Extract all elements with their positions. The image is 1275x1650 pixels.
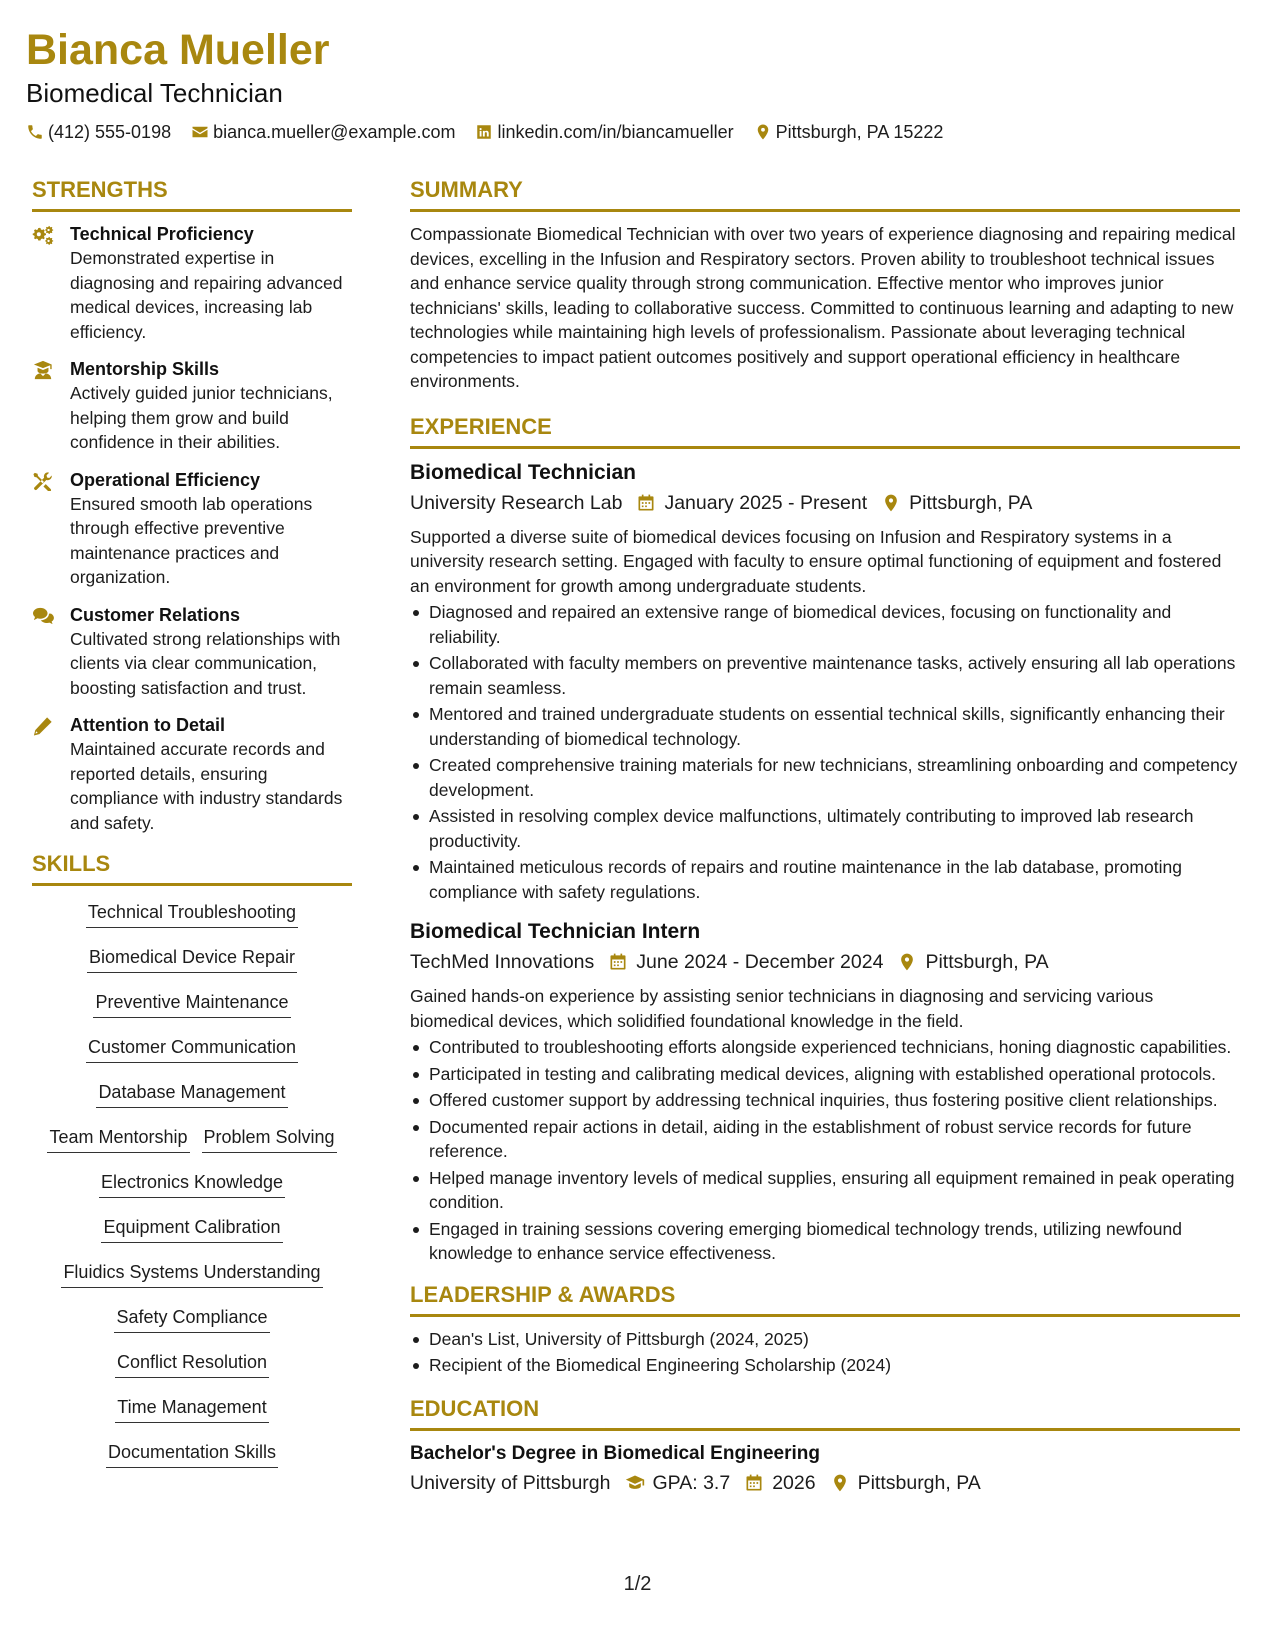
chat-icon <box>32 606 54 626</box>
skill-tag: Time Management <box>115 1395 268 1423</box>
summary-heading: SUMMARY <box>410 175 1240 212</box>
strength-desc: Actively guided junior technicians, helping them grow and build confidence in their abilities. <box>70 383 333 452</box>
location-text: Pittsburgh, PA 15222 <box>775 122 944 142</box>
phone-text: (412) 555-0198 <box>48 122 172 142</box>
envelope-icon <box>191 123 209 141</box>
experience-heading: EXPERIENCE <box>410 412 1240 449</box>
education-year: 2026 <box>772 1471 816 1494</box>
resume-header <box>26 22 1246 144</box>
right-column <box>410 175 1240 1505</box>
contact-phone <box>26 120 171 144</box>
strength-desc: Cultivated strong relationships with clients via clear communication, boosting satisfaction and trust. <box>70 628 341 698</box>
strength-desc: Demonstrated expertise in diagnosing and repairing advanced medical devices, increasing lab efficiency. <box>70 248 343 342</box>
strength-title: Operational Efficiency <box>70 469 261 490</box>
education-meta <box>410 1469 1240 1497</box>
job-company: University Research Lab <box>410 491 623 514</box>
job-entry <box>410 459 1240 905</box>
skill-tag: Team Mentorship <box>47 1125 189 1153</box>
strength-item <box>32 603 352 701</box>
skill-tag: Documentation Skills <box>106 1440 278 1468</box>
job-bullets <box>410 600 1240 904</box>
job-description: Gained hands-on experience by assisting senior technicians in diagnosing and servicing various biomedical devices, which solidified foundational knowledge in the field. <box>410 986 1154 1031</box>
calendar-icon <box>744 1473 764 1493</box>
tools-icon <box>32 471 54 491</box>
list-item: Diagnosed and repaired an extensive range of biomedical devices, focusing on functionality and reliability. <box>410 600 1240 649</box>
education-location: Pittsburgh, PA <box>857 1471 981 1494</box>
job-title: Biomedical Technician <box>410 460 637 484</box>
contact-linkedin[interactable] <box>475 120 733 144</box>
strength-desc: Ensured smooth lab operations through effective preventive maintenance practices and organization. <box>70 493 313 587</box>
candidate-title: Biomedical Technician <box>26 78 283 108</box>
list-item: Offered customer support by addressing technical inquiries, thus fostering positive client relationships. <box>410 1088 1240 1113</box>
strength-item <box>32 468 352 590</box>
job-bullets <box>410 1035 1240 1266</box>
strength-title: Attention to Detail <box>70 715 225 735</box>
skill-tag: Biomedical Device Repair <box>87 945 297 973</box>
list-item: Mentored and trained undergraduate students on essential technical skills, significantly enhancing their understanding of biomedical technology. <box>410 702 1240 751</box>
strength-title: Technical Proficiency <box>70 224 254 244</box>
job-location: Pittsburgh, PA <box>925 951 1049 973</box>
skill-tag: Safety Compliance <box>114 1305 269 1333</box>
calendar-icon <box>608 952 628 972</box>
skill-tag: Conflict Resolution <box>115 1350 269 1378</box>
graduate-icon <box>32 360 54 380</box>
job-meta <box>410 489 1240 517</box>
strength-title: Customer Relations <box>70 604 241 625</box>
skills-heading: SKILLS <box>32 849 352 886</box>
job-title: Biomedical Technician Intern <box>410 920 701 943</box>
linkedin-link[interactable]: linkedin.com/in/biancamueller <box>497 122 734 142</box>
job-dates: June 2024 - December 2024 <box>636 951 884 973</box>
job-location: Pittsburgh, PA <box>909 491 1033 514</box>
pencil-icon <box>32 716 54 736</box>
phone-icon <box>26 123 44 141</box>
list-item: Created comprehensive training materials for new technicians, streamlining onboarding and competency development. <box>410 753 1240 802</box>
strength-item <box>32 713 352 835</box>
strength-title: Mentorship Skills <box>70 359 220 379</box>
map-pin-icon <box>897 952 917 972</box>
job-company: TechMed Innovations <box>410 951 595 973</box>
skill-tag: Equipment Calibration <box>101 1215 282 1243</box>
list-item: Recipient of the Biomedical Engineering Scholarship (2024) <box>410 1353 1240 1378</box>
list-item: Dean's List, University of Pittsburgh (2024, 2025) <box>410 1327 1240 1352</box>
strength-desc: Maintained accurate records and reported details, ensuring compliance with industry standards and safety. <box>70 739 343 833</box>
awards-heading: LEADERSHIP & AWARDS <box>410 1280 1240 1317</box>
job-description: Supported a diverse suite of biomedical devices focusing on Infusion and Respiratory systems in a university research setting. Engaged with faculty to ensure optimal functioning of equipment and fostered an environment for growth among undergraduate students. <box>410 526 1222 596</box>
education-gpa: GPA: 3.7 <box>652 1471 731 1494</box>
strength-item <box>32 222 352 344</box>
job-dates: January 2025 - Present <box>664 491 868 514</box>
contact-email[interactable] <box>191 120 455 144</box>
list-item: Helped manage inventory levels of medical supplies, ensuring all equipment remained in peak operating condition. <box>410 1166 1240 1215</box>
list-item: Engaged in training sessions covering emerging biomedical technology trends, utilizing newfound knowledge to enhance service effectiveness. <box>410 1217 1240 1266</box>
map-pin-icon <box>830 1473 850 1493</box>
education-heading: EDUCATION <box>410 1394 1240 1431</box>
skill-tag: Problem Solving <box>202 1125 337 1153</box>
page-number: 1/2 <box>623 1573 652 1595</box>
summary-text: Compassionate Biomedical Technician with over two years of experience diagnosing and repairing medical devices, excelling in the Infusion and Respiratory sectors. Proven ability to troubleshoot technical issues and enhance service quality through strong communication. Effective mentor who improves junior technicians' skills, leading to collaborative success. Committed to continuous learning and adapting to new technologies while maintaining high levels of professionalism. Passionate about leveraging technical competencies to impact patient outcomes positively and support operational efficiency in healthcare environments. <box>410 224 1236 391</box>
list-item: Collaborated with faculty members on preventive maintenance tasks, actively ensuring all lab operations remain seamless. <box>410 651 1240 700</box>
skill-tag: Database Management <box>96 1080 287 1108</box>
job-entry <box>410 918 1240 1266</box>
skill-tag: Preventive Maintenance <box>93 990 290 1018</box>
awards-list <box>410 1327 1240 1378</box>
skill-tag: Electronics Knowledge <box>99 1170 285 1198</box>
map-pin-icon <box>754 123 772 141</box>
education-school: University of Pittsburgh <box>410 1471 611 1494</box>
list-item: Documented repair actions in detail, aiding in the establishment of robust service records for future reference. <box>410 1115 1240 1164</box>
skill-tag: Technical Troubleshooting <box>86 900 298 928</box>
contact-bar <box>26 120 1246 144</box>
graduation-cap-icon <box>625 1473 645 1493</box>
list-item: Participated in testing and calibrating medical devices, aligning with established operational protocols. <box>410 1062 1240 1087</box>
list-item: Maintained meticulous records of repairs and routine maintenance in the lab database, promoting compliance with safety regulations. <box>410 855 1240 904</box>
gears-icon <box>32 225 54 245</box>
list-item: Assisted in resolving complex device malfunctions, ultimately contributing to improved lab research productivity. <box>410 804 1240 853</box>
linkedin-icon <box>475 123 493 141</box>
calendar-icon <box>636 493 656 513</box>
contact-location <box>754 120 944 144</box>
candidate-name: Bianca Mueller <box>26 26 330 74</box>
email-link[interactable]: bianca.mueller@example.com <box>213 122 456 142</box>
skill-tag: Customer Communication <box>86 1035 298 1063</box>
skills-list <box>32 896 352 1485</box>
job-meta <box>410 948 1240 976</box>
skill-tag: Fluidics Systems Understanding <box>61 1260 322 1288</box>
left-column <box>32 175 352 1485</box>
strength-item <box>32 357 352 455</box>
map-pin-icon <box>881 493 901 513</box>
education-degree: Bachelor's Degree in Biomedical Engineering <box>410 1442 820 1464</box>
list-item: Contributed to troubleshooting efforts alongside experienced technicians, honing diagnostic capabilities. <box>410 1035 1240 1060</box>
strengths-heading: STRENGTHS <box>32 175 352 212</box>
